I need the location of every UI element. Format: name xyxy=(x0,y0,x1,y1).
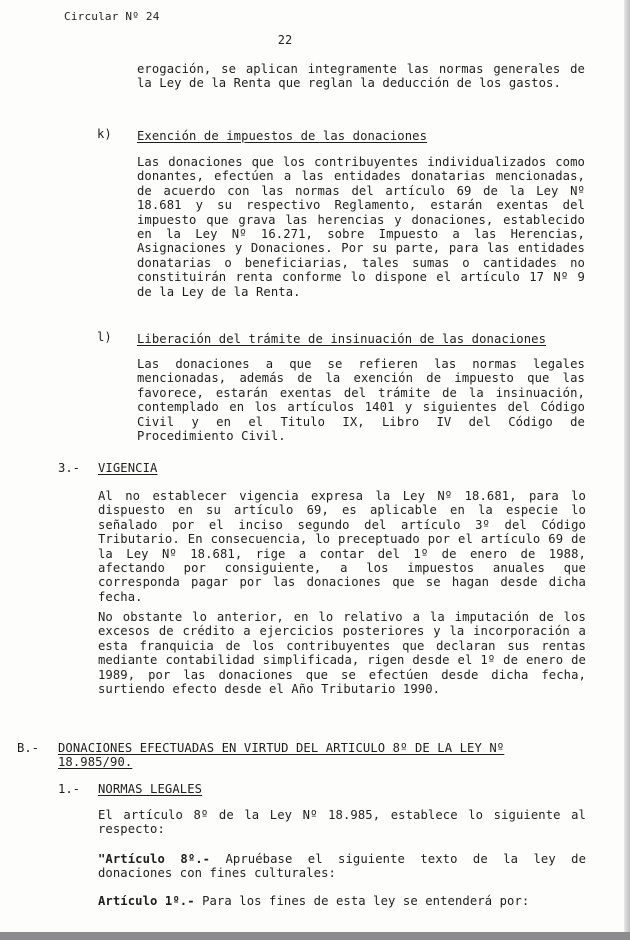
section-k-label: k) xyxy=(97,127,112,141)
section-3-title: VIGENCIA xyxy=(98,461,158,475)
intro-paragraph: erogación, se aplican integramente las normas generales de la Ley de la Renta que reglan la deducción de los gastos. xyxy=(137,62,585,91)
quoted-article-8-text: Apruébase el siguiente texto de la ley de donaciones con fines culturales: xyxy=(98,852,587,881)
section-3-label: 3.- xyxy=(58,461,81,475)
page-number: 22 xyxy=(277,33,293,47)
quoted-article-8-lead: "Artículo 8º.- xyxy=(98,852,211,866)
section-1-paragraph: El artículo 8º de la Ley Nº 18.985, establece lo siguiente al respecto: xyxy=(98,808,586,837)
section-l-title: Liberación del trámite de insinuación de las donaciones xyxy=(137,332,547,346)
quoted-article-1-text: Para los fines de esta ley se entenderá por: xyxy=(194,894,530,908)
section-3-paragraph-1: Al no establecer vigencia expresa la Ley Nº 18.681, para lo dispuesto en su artículo 69, es aplicable en la especie lo señalado por el inciso segundo del artículo 3º del Código Tributario. En consecuencia, lo preceptuado por el artículo 69 de la Ley Nº 18.681, rige a contar del 1º de enero de 1988, afectando por consiguiente, a los impuestos anuales que corresponda pagar por las donaciones que se hagan desde dicha fecha. xyxy=(98,489,586,604)
section-3-paragraph-2: No obstante lo anterior, en lo relativo a la imputación de los excesos de crédito a ejercicios posteriores y la incorporación a esta franquicia de los contribuyentes que declaran sus rentas mediante contabilidad simplificada, rigen desde el 1º de enero de 1989, por las donaciones que se efectúen desde dicha fecha, surtiendo efecto desde el Año Tributario 1990. xyxy=(98,610,586,697)
quoted-article-1-lead: Artículo 1º.- xyxy=(98,894,195,908)
section-k-title: Exención de impuestos de las donaciones xyxy=(137,129,428,143)
page-right-edge-shadow xyxy=(624,0,630,940)
quoted-article-1 xyxy=(98,894,586,908)
section-b-title: DONACIONES EFECTUADAS EN VIRTUD DEL ARTICULO 8º DE LA LEY Nº 18.985/90. xyxy=(58,741,505,769)
section-k-paragraph: Las donaciones que los contribuyentes individualizados como donantes, efectúen a las entidades donatarias mencionadas, de acuerdo con las normas del artículo 69 de la Ley Nº 18.681 y su respectivo Reglamento, estarán exentas del impuesto que grava las herencias y donaciones, establecido en la Ley Nº 16.271, sobre Impuesto a las Herencias, Asignaciones y Donaciones. Por su parte, para las entidades donatarias o beneficiarias, tales sumas o cantidades no constituirán renta conforme lo dispone el artículo 17 Nº 9 de la Ley de la Renta. xyxy=(137,155,585,299)
section-1-title: NORMAS LEGALES xyxy=(98,782,203,796)
section-b-label: B.- xyxy=(17,741,40,755)
page-bottom-edge-shadow xyxy=(0,932,630,940)
section-l-label: l) xyxy=(97,330,112,344)
circular-header: Circular Nº 24 xyxy=(64,10,160,23)
section-l-paragraph: Las donaciones a que se refieren las normas legales mencionadas, además de la exención de impuesto que las favorece, estarán exentas del trámite de la insinuación, contemplado en los artículos 1401 y siguientes del Código Civil y en el Titulo IX, Libro IV del Código de Procedimiento Civil. xyxy=(137,357,585,444)
section-1-label: 1.- xyxy=(58,782,81,796)
quoted-article-8 xyxy=(98,852,586,881)
